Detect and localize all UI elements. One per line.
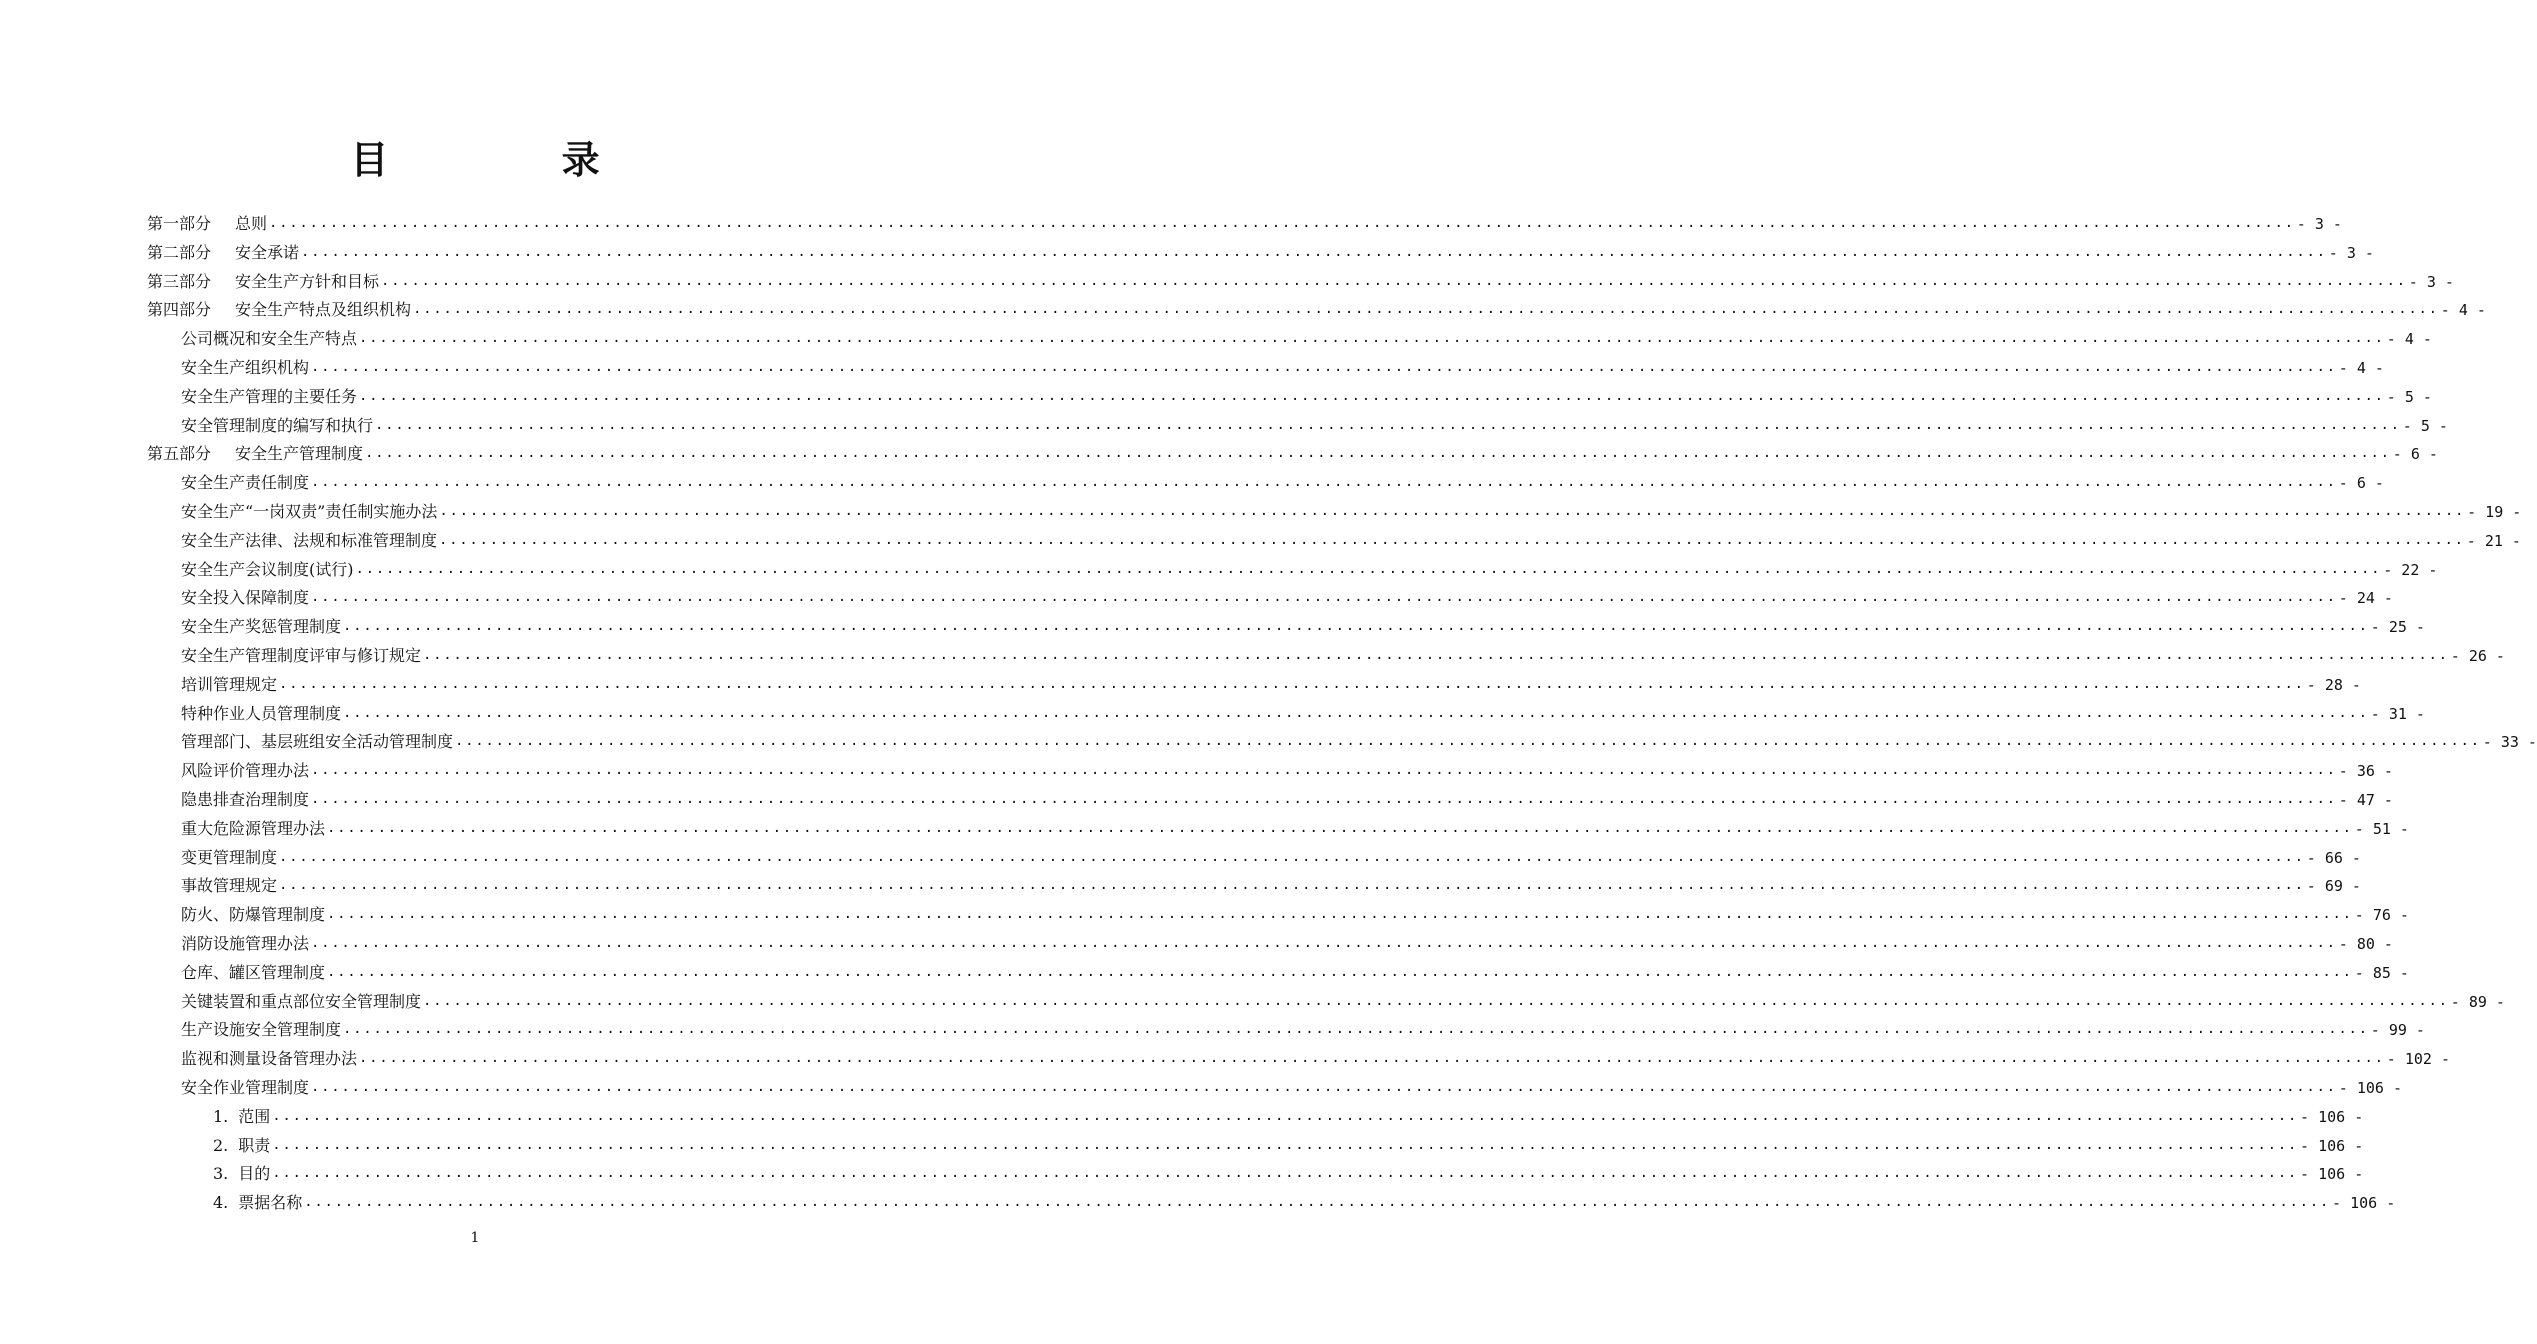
toc-entry-text: 票据名称 bbox=[238, 1193, 303, 1213]
toc-entry-title bbox=[181, 761, 309, 781]
toc-entry-text: 重大危险源管理办法 bbox=[181, 818, 326, 838]
toc-page-number: - 85 - bbox=[2354, 963, 2409, 982]
toc-leader-dots: ........................................................................................................................................................................................................ bbox=[272, 1136, 2299, 1153]
toc-leader-dots: ........................................................................................................................................................................................................ bbox=[327, 963, 2353, 980]
toc-page-number: - 106 - bbox=[2332, 1194, 2396, 1213]
toc-entry-text: 培训管理规定 bbox=[181, 674, 278, 694]
toc-page-number: - 106 - bbox=[2300, 1165, 2364, 1184]
toc-leader-dots: ........................................................................................................................................................................................................ bbox=[279, 877, 2305, 894]
toc-leader-dots: ........................................................................................................................................................................................................ bbox=[311, 359, 2337, 375]
toc-entry[interactable] bbox=[181, 667, 2361, 695]
toc-page-number: - 3 - bbox=[2408, 272, 2454, 291]
toc-entry-text: 安全承诺 bbox=[235, 242, 300, 262]
toc-page-number: - 66 - bbox=[2306, 848, 2361, 867]
toc-entry-text: 安全生产特点及组织机构 bbox=[235, 300, 412, 320]
toc-leader-dots: ........................................................................................................................................................................................................ bbox=[381, 272, 2407, 289]
toc-leader-dots: ........................................................................................................................................................................................................ bbox=[413, 301, 2439, 318]
toc-entry-text: 公司概况和安全生产特点 bbox=[181, 329, 358, 349]
toc-entry[interactable] bbox=[147, 436, 2438, 464]
toc-page-number: - 3 - bbox=[2296, 215, 2342, 233]
toc-leader-dots: ........................................................................................................................................................................................................ bbox=[311, 1079, 2337, 1095]
toc-page-number: - 106 - bbox=[2300, 1136, 2364, 1155]
toc-entry-title bbox=[181, 560, 354, 580]
toc-page-number: - 24 - bbox=[2338, 589, 2393, 608]
toc-entry-title bbox=[181, 963, 325, 983]
toc-item-number: 2. bbox=[213, 1135, 229, 1155]
toc-entry[interactable] bbox=[213, 1128, 2364, 1156]
toc-part-label: 第三部分 bbox=[147, 271, 212, 291]
toc-entry[interactable] bbox=[181, 984, 2505, 1012]
toc-leader-dots: ........................................................................................................................................................................................................ bbox=[327, 906, 2353, 923]
toc-page-number: - 102 - bbox=[2386, 1050, 2450, 1069]
toc-entry-text: 安全生产法律、法规和标准管理制度 bbox=[181, 530, 438, 550]
toc-leader-dots: ........................................................................................................................................................................................................ bbox=[359, 1050, 2385, 1067]
toc-item-number: 3. bbox=[213, 1164, 229, 1184]
toc-entry-title bbox=[181, 992, 421, 1012]
toc-page-number: - 47 - bbox=[2338, 791, 2393, 809]
toc-entry-title bbox=[181, 848, 277, 868]
toc-entry[interactable] bbox=[181, 926, 2393, 954]
toc-leader-dots: ........................................................................................................................................................................................................ bbox=[272, 1165, 2299, 1182]
toc-entry-text: 安全生产“一岗双责”责任制实施办法 bbox=[181, 502, 438, 521]
toc-entry-text: 安全生产方针和目标 bbox=[235, 271, 380, 291]
toc-entry-text: 目的 bbox=[238, 1164, 271, 1184]
page-title: 目 录 bbox=[350, 137, 680, 182]
toc-page-number: - 4 - bbox=[2386, 330, 2432, 349]
toc-entry[interactable] bbox=[213, 1156, 2364, 1184]
toc-page-number: - 69 - bbox=[2306, 877, 2361, 896]
toc-leader-dots: ........................................................................................................................................................................................................ bbox=[423, 647, 2449, 663]
toc-entry[interactable] bbox=[181, 811, 2409, 839]
toc-entry[interactable] bbox=[181, 753, 2393, 781]
toc-leader-dots: ........................................................................................................................................................................................................ bbox=[343, 704, 2369, 721]
toc-entry[interactable] bbox=[147, 206, 2342, 234]
toc-entry-title bbox=[181, 1020, 341, 1040]
toc-entry[interactable] bbox=[181, 897, 2409, 925]
toc-entry-title bbox=[147, 300, 411, 320]
toc-entry-text: 安全生产奖惩管理制度 bbox=[181, 617, 342, 637]
toc-page-number: - 51 - bbox=[2354, 819, 2409, 838]
toc-entry-title bbox=[181, 704, 341, 724]
toc-entry[interactable] bbox=[181, 638, 2505, 666]
toc-leader-dots: ........................................................................................................................................................................................................ bbox=[439, 503, 2466, 519]
toc-entry[interactable] bbox=[181, 552, 2438, 580]
toc-part-label: 第五部分 bbox=[147, 444, 212, 464]
toc-entry[interactable] bbox=[181, 1012, 2425, 1040]
toc-entry-title bbox=[147, 444, 363, 464]
toc-entry[interactable] bbox=[147, 264, 2454, 292]
toc-entry-text: 事故管理规定 bbox=[181, 876, 278, 896]
toc-entry[interactable] bbox=[147, 292, 2486, 320]
toc-entry[interactable] bbox=[181, 408, 2448, 436]
toc-entry[interactable] bbox=[181, 868, 2361, 896]
toc-leader-dots: ........................................................................................................................................................................................................ bbox=[272, 1107, 2299, 1124]
toc-page-number: - 26 - bbox=[2450, 647, 2505, 665]
toc-entry-title bbox=[181, 531, 437, 551]
toc-entry-title bbox=[181, 617, 341, 637]
toc-entry-title bbox=[181, 819, 325, 839]
toc-entry-title bbox=[181, 329, 357, 349]
toc-leader-dots: ........................................................................................................................................................................................................ bbox=[311, 762, 2337, 779]
toc-entry-title bbox=[181, 387, 357, 407]
toc-entry-title bbox=[147, 272, 379, 292]
toc-entry[interactable] bbox=[181, 465, 2384, 493]
toc-leader-dots: ........................................................................................................................................................................................................ bbox=[301, 243, 2327, 260]
toc-leader-dots: ........................................................................................................................................................................................................ bbox=[311, 935, 2337, 951]
toc-entry-title bbox=[181, 934, 309, 954]
toc-entry-text: 关键装置和重点部位安全管理制度 bbox=[181, 991, 422, 1011]
toc-entry-text: 安全作业管理制度 bbox=[181, 1078, 310, 1097]
toc-entry[interactable] bbox=[181, 523, 2521, 551]
toc-entry-text: 生产设施安全管理制度 bbox=[181, 1020, 342, 1040]
toc-page-number: - 106 - bbox=[2300, 1107, 2364, 1126]
toc-entry[interactable] bbox=[181, 580, 2393, 608]
toc-page-number: - 6 - bbox=[2338, 474, 2384, 493]
toc-entry-title bbox=[181, 1049, 357, 1069]
toc-page-number: - 19 - bbox=[2467, 503, 2522, 521]
toc-item-number: 4. bbox=[213, 1193, 229, 1213]
toc-entry[interactable] bbox=[181, 724, 2537, 752]
toc-page-number: - 5 - bbox=[2386, 387, 2432, 406]
toc-entry-title bbox=[181, 732, 453, 752]
toc-entry-title bbox=[213, 1107, 270, 1127]
toc-leader-dots: ........................................................................................................................................................................................................ bbox=[304, 1194, 2331, 1211]
toc-entry-title bbox=[181, 588, 309, 608]
toc-leader-dots: ........................................................................................................................................................................................................ bbox=[359, 387, 2385, 404]
toc-entry-text: 安全生产组织机构 bbox=[181, 358, 310, 377]
toc-entry-text: 特种作业人员管理制度 bbox=[181, 703, 342, 723]
toc-entry-text: 风险评价管理办法 bbox=[181, 761, 310, 781]
toc-page-number: - 99 - bbox=[2370, 1021, 2425, 1040]
toc-entry-text: 总则 bbox=[235, 214, 268, 233]
toc-entry[interactable] bbox=[213, 1099, 2364, 1127]
toc-entry-title bbox=[181, 358, 309, 378]
toc-entry-title bbox=[147, 243, 299, 263]
toc-entry-text: 安全生产管理制度 bbox=[235, 444, 364, 464]
toc-leader-dots: ........................................................................................................................................................................................................ bbox=[311, 474, 2337, 491]
toc-leader-dots: ........................................................................................................................................................................................................ bbox=[279, 675, 2305, 692]
toc-entry-title bbox=[181, 416, 373, 436]
toc-entry-title bbox=[181, 502, 437, 522]
toc-page-number: - 31 - bbox=[2370, 704, 2425, 723]
toc-entry-text: 隐患排查治理制度 bbox=[181, 790, 310, 809]
toc-part-label: 第二部分 bbox=[147, 242, 212, 262]
toc-page-number: - 4 - bbox=[2338, 359, 2384, 377]
toc-entry-title bbox=[181, 473, 309, 493]
toc-part-label: 第四部分 bbox=[147, 300, 212, 320]
toc-entry-text: 消防设施管理办法 bbox=[181, 934, 310, 953]
toc-entry[interactable] bbox=[147, 235, 2374, 263]
toc-entry-text: 变更管理制度 bbox=[181, 847, 278, 867]
toc-leader-dots: ........................................................................................................................................................................................................ bbox=[359, 330, 2385, 347]
toc-page-number: - 6 - bbox=[2392, 445, 2438, 464]
toc-leader-dots: ........................................................................................................................................................................................................ bbox=[355, 560, 2382, 577]
toc-entry-text: 安全生产责任制度 bbox=[181, 473, 310, 493]
toc-entry-title bbox=[181, 675, 277, 695]
toc-entry[interactable] bbox=[181, 379, 2432, 407]
toc-page-number: - 25 - bbox=[2370, 618, 2425, 637]
toc-entry[interactable] bbox=[181, 350, 2384, 378]
toc-entry-title bbox=[181, 1078, 309, 1098]
toc-page-number: - 76 - bbox=[2354, 906, 2409, 925]
toc-page-number: - 21 - bbox=[2466, 531, 2521, 550]
toc-entry-title bbox=[213, 1193, 302, 1213]
toc-entry-title bbox=[213, 1164, 270, 1184]
toc-leader-dots: ........................................................................................................................................................................................................ bbox=[311, 791, 2337, 807]
toc-leader-dots: ........................................................................................................................................................................................................ bbox=[343, 1021, 2369, 1038]
toc-entry-title bbox=[181, 905, 325, 925]
toc-leader-dots: ........................................................................................................................................................................................................ bbox=[375, 416, 2401, 433]
toc-page-number: - 80 - bbox=[2338, 935, 2393, 953]
toc-leader-dots: ........................................................................................................................................................................................................ bbox=[279, 848, 2305, 865]
toc-leader-dots: ........................................................................................................................................................................................................ bbox=[365, 445, 2391, 462]
toc-page-number: - 5 - bbox=[2402, 416, 2448, 435]
toc-entry[interactable] bbox=[181, 494, 2522, 522]
toc-entry[interactable] bbox=[181, 609, 2425, 637]
toc-page-number: - 33 - bbox=[2482, 733, 2537, 752]
toc-entry-text: 安全生产管理的主要任务 bbox=[181, 386, 358, 406]
toc-entry[interactable] bbox=[181, 321, 2432, 349]
toc-entry[interactable] bbox=[181, 696, 2425, 724]
toc-part-label: 第一部分 bbox=[147, 214, 212, 233]
toc-leader-dots: ........................................................................................................................................................................................................ bbox=[439, 531, 2465, 548]
toc-page-number: - 3 - bbox=[2328, 243, 2374, 262]
toc-page-number: - 106 - bbox=[2338, 1079, 2402, 1097]
toc-entry-text: 监视和测量设备管理办法 bbox=[181, 1049, 358, 1069]
toc-entry-text: 范围 bbox=[238, 1106, 271, 1126]
toc-entry[interactable] bbox=[181, 955, 2409, 983]
toc-page-number: - 4 - bbox=[2440, 301, 2486, 320]
toc-entry[interactable] bbox=[181, 1041, 2450, 1069]
toc-leader-dots: ........................................................................................................................................................................................................ bbox=[343, 618, 2369, 635]
toc-page-number: - 89 - bbox=[2450, 992, 2505, 1011]
toc-entry-text: 安全投入保障制度 bbox=[181, 588, 310, 608]
toc-leader-dots: ........................................................................................................................................................................................................ bbox=[311, 589, 2337, 606]
toc-entry-title bbox=[181, 790, 309, 810]
toc-leader-dots: ........................................................................................................................................................................................................ bbox=[269, 215, 2295, 231]
toc-entry-text: 安全生产会议制度(试行) bbox=[181, 559, 354, 579]
toc-entry[interactable] bbox=[181, 840, 2361, 868]
toc-page-number: - 28 - bbox=[2306, 675, 2361, 694]
toc-page-number: - 22 - bbox=[2383, 560, 2438, 579]
toc-entry-title bbox=[181, 646, 421, 666]
toc-entry[interactable] bbox=[181, 782, 2393, 810]
toc-entry-title bbox=[147, 214, 267, 234]
page-number: 1 bbox=[470, 1230, 480, 1246]
toc-entry[interactable] bbox=[181, 1070, 2402, 1098]
toc-page-number: - 36 - bbox=[2338, 762, 2393, 781]
toc-leader-dots: ........................................................................................................................................................................................................ bbox=[455, 733, 2481, 750]
toc-entry-text: 防火、防爆管理制度 bbox=[181, 905, 326, 925]
toc-entry-text: 管理部门、基层班组安全活动管理制度 bbox=[181, 732, 454, 752]
toc-entry-title bbox=[213, 1136, 270, 1156]
toc-entry-text: 职责 bbox=[238, 1135, 271, 1155]
toc-item-number: 1. bbox=[213, 1106, 229, 1126]
toc-entry-title bbox=[181, 876, 277, 896]
toc-leader-dots: ........................................................................................................................................................................................................ bbox=[423, 992, 2449, 1009]
toc-entry-text: 仓库、罐区管理制度 bbox=[181, 962, 326, 982]
toc-entry-text: 安全管理制度的编写和执行 bbox=[181, 415, 374, 435]
toc-entry[interactable] bbox=[213, 1185, 2396, 1213]
toc-leader-dots: ........................................................................................................................................................................................................ bbox=[327, 819, 2353, 836]
toc-entry-text: 安全生产管理制度评审与修订规定 bbox=[181, 646, 422, 665]
